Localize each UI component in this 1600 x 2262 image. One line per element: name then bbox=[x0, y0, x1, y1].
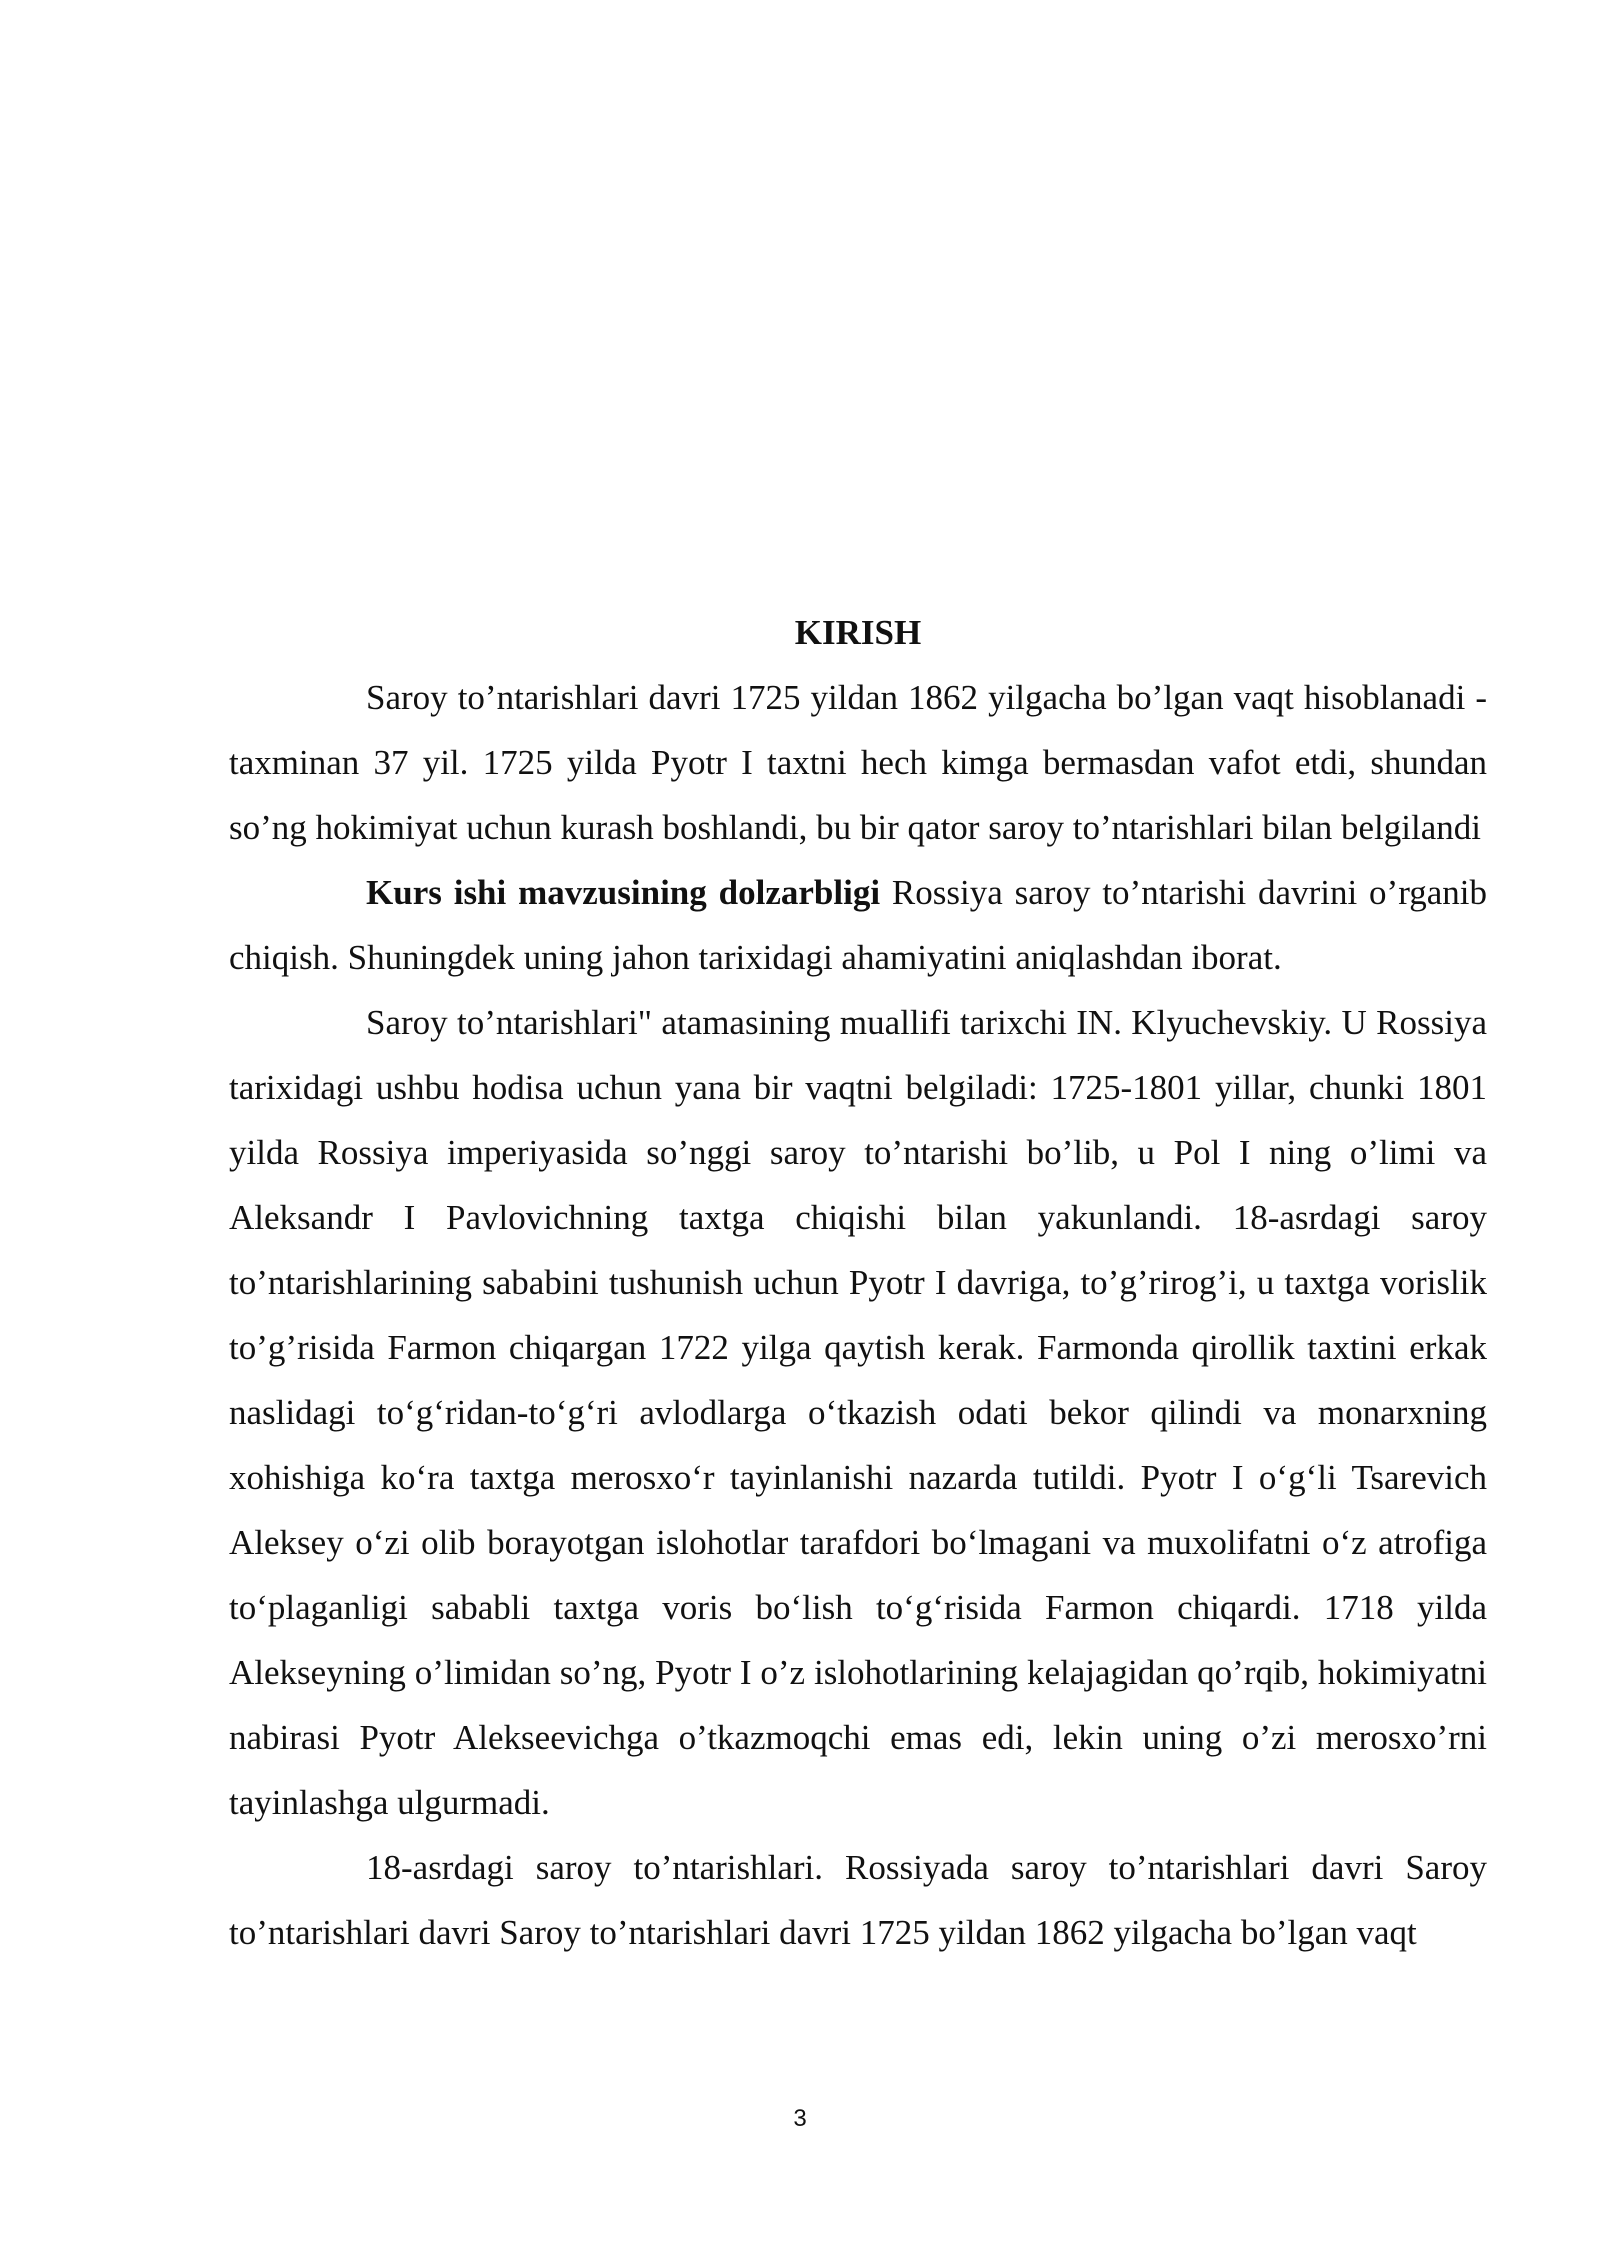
page-content bbox=[229, 600, 1487, 1965]
paragraph-relevance bbox=[229, 860, 1487, 990]
paragraph-history bbox=[229, 990, 1487, 1835]
section-title: KIRISH bbox=[794, 613, 922, 652]
paragraph-text: Rossiya saroy to’ntarishi davrini o’rganib chiqish. Shuningdek uning jahon tarixidagi ahamiyatini aniqlashdan iborat. bbox=[229, 873, 1487, 977]
paragraph-intro bbox=[229, 665, 1487, 860]
paragraph-text: Saroy to’ntarishlari davri 1725 yildan 1862 yilgacha bo’lgan vaqt hisoblanadi - taxminan 37 yil. 1725 yilda Pyotr I taxtni hech kimga bermasdan vafot etdi, shundan so’ng hokimiyat uchun kurash boshlandi, bu bir qator saroy to’ntarishlari bilan belgilandi bbox=[229, 678, 1487, 847]
paragraph-text: 18-asrdagi saroy to’ntarishlari. Rossiyada saroy to’ntarishlari davri Saroy to’ntarishlari davri Saroy to’ntarishlari davri 1725 yildan 1862 yilgacha bo’lgan vaqt bbox=[229, 1848, 1487, 1952]
page-number: 3 bbox=[793, 2105, 807, 2132]
paragraph-text: Saroy to’ntarishlari" atamasining muallifi tarixchi IN. Klyuchevskiy. U Rossiya tarixidagi ushbu hodisa uchun yana bir vaqtni belgiladi: 1725-1801 yillar, chunki 1801 yilda Rossiya imperiyasida so’nggi saroy to’ntarishi bo’lib, u Pol I ning o’limi va Aleksandr I Pavlovichning taxtga chiqishi bilan yakunlandi. 18-asrdagi saroy to’ntarishlarining sababini tushunish uchun Pyotr I davriga, to’g’rirog’i, u taxtga vorislik to’g’risida Farmon chiqargan 1722 yilga qaytish kerak. Farmonda qirollik taxtini erkak naslidagi to‘g‘ridan-to‘g‘ri avlodlarga o‘tkazish odati bekor qilindi va monarxning xohishiga ko‘ra taxtga merosxo‘r tayinlanishi nazarda tutildi. Pyotr I o‘g‘li Tsarevich Aleksey o‘zi olib borayotgan islohotlar tarafdori bo‘lmagani va muxolifatni o‘z atrofiga to‘plaganligi sababli taxtga voris bo‘lish to‘g‘risida Farmon chiqardi. 1718 yilda Alekseyning o’limidan so’ng, Pyotr I o’z islohotlarining kelajagidan qo’rqib, hokimiyatni nabirasi Pyotr Alekseevichga o’tkazmoqchi emas edi, lekin uning o’zi merosxo’rni tayinlashga ulgurmadi. bbox=[229, 1003, 1487, 1822]
paragraph-lead-bold: Kurs ishi mavzusining dolzarbligi bbox=[366, 873, 881, 912]
paragraph-continuation bbox=[229, 1835, 1487, 1965]
